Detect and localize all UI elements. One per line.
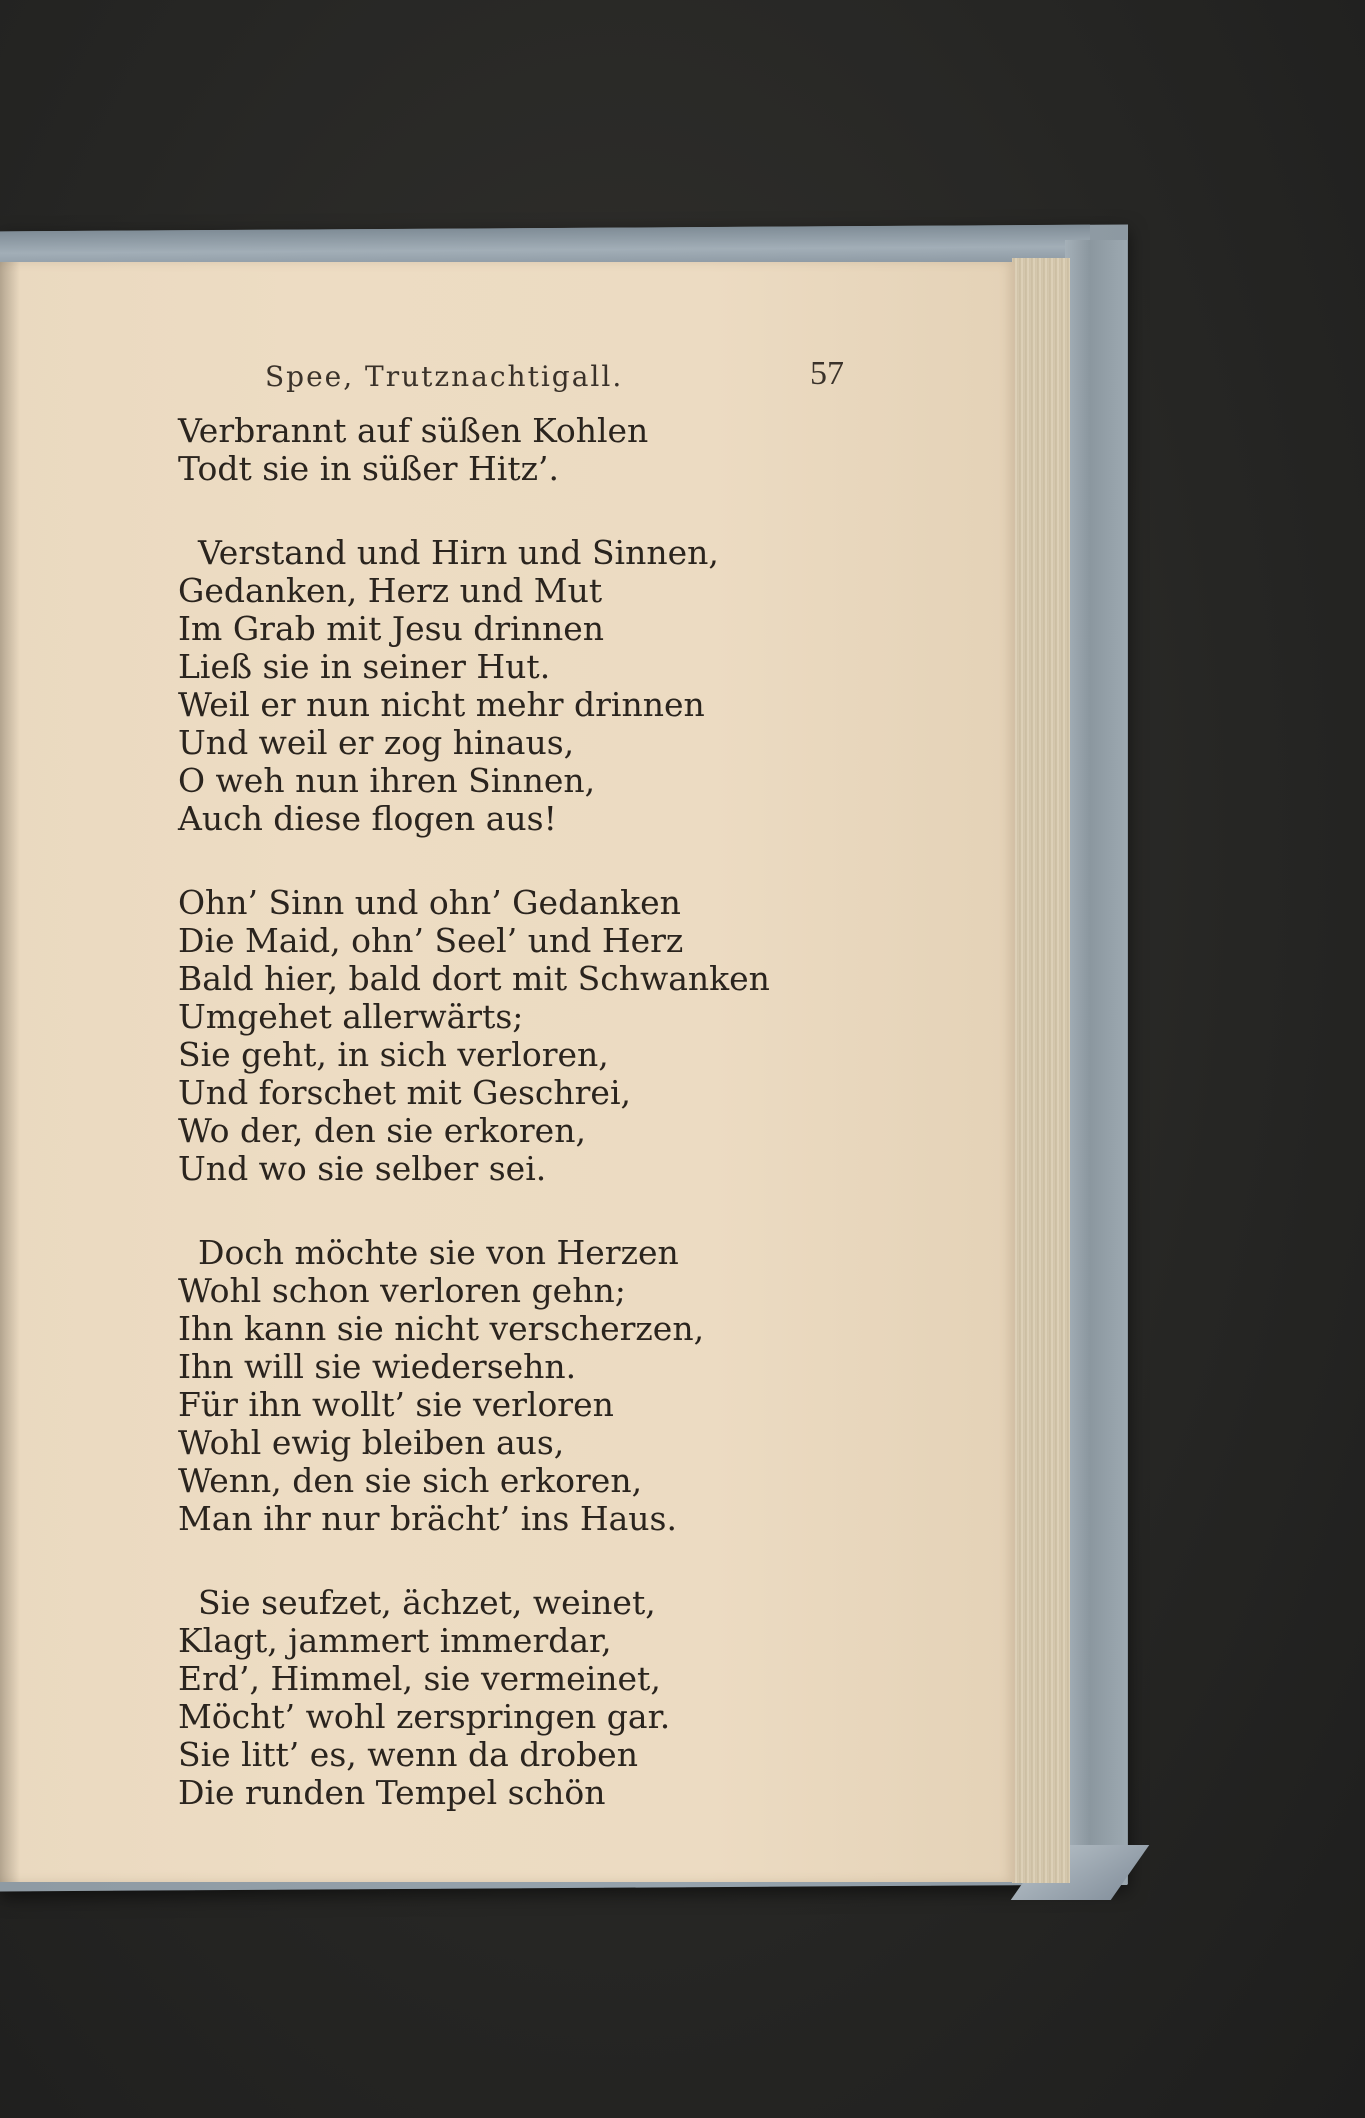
verse-line: Und wo sie selber sei.: [178, 1149, 547, 1188]
verse-line: Wenn, den sie sich erkoren,: [178, 1461, 643, 1500]
running-head: Spee, Trutznachtigall.: [265, 360, 624, 393]
verse-line: Weil er nun nicht mehr drinnen: [178, 685, 705, 724]
verse-line: Klagt, jammert immerdar,: [178, 1621, 612, 1660]
verse-line: Todt sie in süßer Hitz’.: [178, 449, 559, 488]
verse-line: Möcht’ wohl zerspringen gar.: [178, 1697, 671, 1736]
stanza: [178, 534, 878, 838]
book-spine-edge: [1065, 240, 1127, 1885]
verse-line: O weh nun ihren Sinnen,: [178, 761, 596, 800]
verse-line: Die Maid, ohn’ Seel’ und Herz: [178, 921, 684, 960]
verse-line: Doch möchte sie von Herzen: [198, 1233, 679, 1272]
verse-line: Verstand und Hirn und Sinnen,: [198, 533, 719, 572]
verse-line: Umgehet allerwärts;: [178, 997, 524, 1036]
page-number: 57: [810, 355, 844, 392]
poem-text: [178, 412, 878, 1858]
verse-line: Erd’, Himmel, sie vermeinet,: [178, 1659, 661, 1698]
stanza: [178, 1234, 878, 1538]
stanza: [178, 412, 878, 488]
verse-line: Und forschet mit Geschrei,: [178, 1073, 631, 1112]
page-block-edges: [1012, 258, 1070, 1883]
verse-line: Für ihn wollt’ sie verloren: [178, 1385, 614, 1424]
verse-line: Bald hier, bald dort mit Schwanken: [178, 959, 770, 998]
stanza: [178, 884, 878, 1188]
stanza: [178, 1584, 878, 1812]
verse-line: Ließ sie in seiner Hut.: [178, 647, 551, 686]
verse-line: Im Grab mit Jesu drinnen: [178, 609, 605, 648]
verse-line: Wohl schon verloren gehn;: [178, 1271, 626, 1310]
verse-line: Wohl ewig bleiben aus,: [178, 1423, 565, 1462]
verse-line: Sie litt’ es, wenn da droben: [178, 1735, 638, 1774]
verse-line: Gedanken, Herz und Mut: [178, 571, 603, 610]
verse-line: Ohn’ Sinn und ohn’ Gedanken: [178, 883, 681, 922]
verse-line: Sie geht, in sich verloren,: [178, 1035, 609, 1074]
page-gutter-shadow: [0, 262, 20, 1882]
verse-line: Wo der, den sie erkoren,: [178, 1111, 586, 1150]
verse-line: Und weil er zog hinaus,: [178, 723, 575, 762]
verse-line: Ihn kann sie nicht verscherzen,: [178, 1309, 705, 1348]
verse-line: Auch diese flogen aus!: [178, 799, 557, 838]
verse-line: Sie seufzet, ächzet, weinet,: [198, 1583, 656, 1622]
verse-line: Man ihr nur brächt’ ins Haus.: [178, 1499, 677, 1538]
verse-line: Die runden Tempel schön: [178, 1773, 606, 1812]
verse-line: Verbrannt auf süßen Kohlen: [178, 411, 649, 450]
verse-line: Ihn will sie wiedersehn.: [178, 1347, 577, 1386]
